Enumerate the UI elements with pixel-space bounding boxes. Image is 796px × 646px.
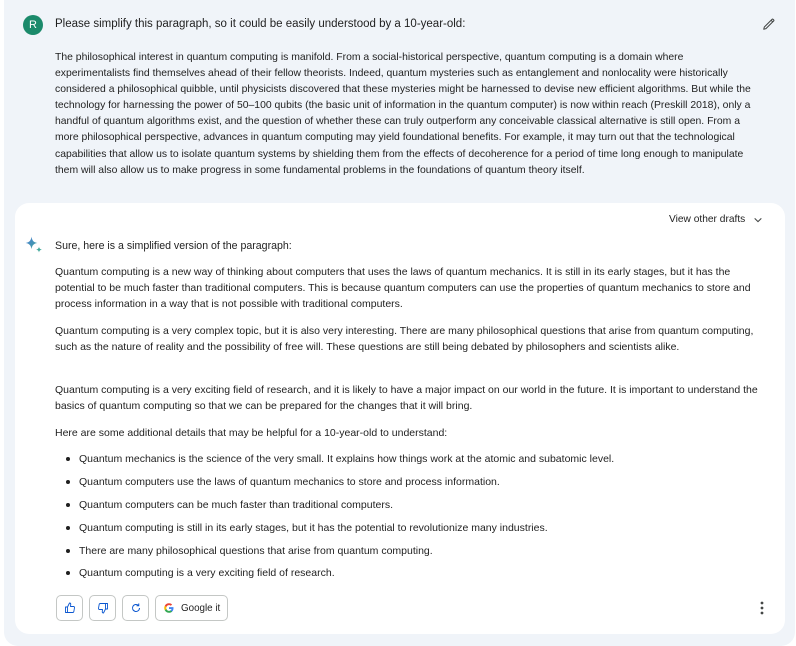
- response-paragraph: Quantum computing is a very exciting field of research, and it is likely to have a major impact on our world in the future. It is important to understand the basics of quantum computing so that we can be prepared for the changes that it will bring.: [55, 384, 758, 413]
- view-other-drafts-button[interactable]: [669, 214, 763, 225]
- google-it-button[interactable]: [155, 595, 228, 621]
- list-item: Quantum mechanics is the science of the very small. It explains how things work at the atomic and subatomic level.: [55, 452, 755, 475]
- list-item: Quantum computing is still in its early stages, but it has the potential to revolutionize many industries.: [55, 521, 755, 544]
- regenerate-button[interactable]: [122, 595, 149, 621]
- list-item: Quantum computing is a very exciting field of research.: [55, 566, 755, 589]
- view-other-drafts-label: View other drafts: [669, 214, 746, 225]
- google-it-label: Google it: [181, 602, 221, 614]
- response-card: [15, 203, 785, 634]
- avatar: R: [23, 15, 43, 35]
- list-item: Quantum computers use the laws of quantum mechanics to store and process information.: [55, 475, 755, 498]
- thumbs-up-button[interactable]: [56, 595, 83, 621]
- response-paragraph: Quantum computing is a new way of thinking about computers that uses the laws of quantum mechanics. It is still in its early stages, but it has the potential to be much faster than traditional computers. This is because quantum computers can use the properties of quantum mechanics to store and process information in a way that is not possible with traditional computers.: [55, 266, 751, 311]
- prompt-title: Please simplify this paragraph, so it could be easily understood by a 10-year-old:: [55, 18, 466, 30]
- response-actions: [56, 595, 228, 621]
- more-vert-icon[interactable]: [759, 600, 765, 616]
- response-paragraph: Quantum computing is a very complex topic, but it is also very interesting. There are many philosophical questions that arise from quantum computing, such as the nature of reality and the possibility of free will. These questions are still being debated by philosophers and scientists alike.: [55, 325, 754, 354]
- response-paragraph: Here are some additional details that may be helpful for a 10-year-old to understand:: [55, 427, 448, 439]
- thumbs-up-icon: [64, 602, 76, 614]
- chevron-down-icon: [753, 215, 763, 225]
- google-icon: [163, 602, 175, 614]
- list-item: There are many philosophical questions that arise from quantum computing.: [55, 544, 755, 567]
- chat-frame: [4, 0, 795, 646]
- regenerate-icon: [130, 602, 142, 614]
- list-item: Quantum computers can be much faster than traditional computers.: [55, 498, 755, 521]
- thumbs-down-icon: [97, 602, 109, 614]
- thumbs-down-button[interactable]: [89, 595, 116, 621]
- detail-list: [55, 452, 755, 589]
- edit-pencil-icon[interactable]: [762, 17, 776, 31]
- prompt-body: The philosophical interest in quantum computing is manifold. From a social-historical perspective, quantum computing is a domain where experimentalists find themselves ahead of their fellow theorists. Indeed, quantum mysteries such as entanglement and nonlocality were historically considered a philosophical quibble, until physicists discovered that these mysteries might be harnessed to devise new efficient algorithms. But while the technology for harnessing the power of 50–100 qubits (the basic unit of information in the quantum computer) is now within reach (Preskill 2018), only a handful of quantum algorithms exist, and the question of whether these can truly outperform any conceivable classical alternative is still open. From a more philosophical perspective, advances in quantum computing may yield foundational benefits. For example, it may turn out that the technological capabilities that allow us to isolate quantum systems by shielding them from the effects of decoherence for a period of time long enough to manipulate them will also allow us to make progress in some fundamental problems in the foundations of quantum theory itself.: [55, 52, 751, 176]
- spark-icon: [24, 235, 44, 255]
- user-prompt: [4, 0, 795, 200]
- response-intro: Sure, here is a simplified version of the paragraph:: [55, 240, 292, 252]
